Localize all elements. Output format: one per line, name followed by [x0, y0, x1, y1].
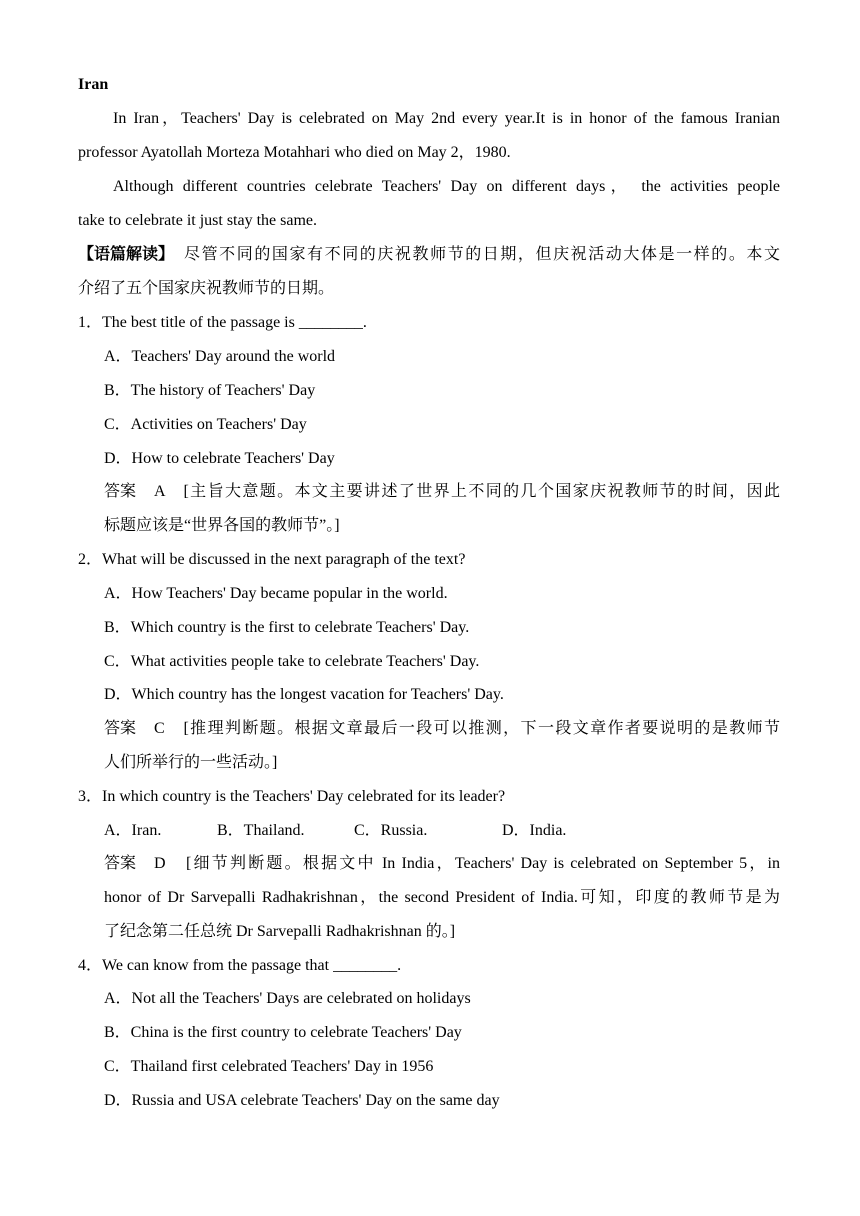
paragraph-1-line-1: In Iran，Teachers' Day is celebrated on May 2nd every year.It is in honor of the famous Iranian: [113, 110, 780, 127]
question-1-option-b: B．The history of Teachers' Day: [104, 382, 316, 399]
question-2-option-d: D．Which country has the longest vacation for Teachers' Day.: [104, 686, 504, 703]
question-4-option-a: A．Not all the Teachers' Days are celebrated on holidays: [104, 990, 471, 1007]
question-3-answer-line-1: [104, 854, 780, 874]
question-1-stem: 1．The best title of the passage is ________.: [78, 314, 367, 331]
question-1-option-d: D．How to celebrate Teachers' Day: [104, 450, 335, 467]
question-3-option-c: C．Russia.: [354, 822, 428, 839]
question-2-option-b: B．Which country is the first to celebrate Teachers' Day.: [104, 619, 470, 636]
question-3-option-b: B．Thailand.: [217, 822, 305, 839]
analysis-line-2: 介绍了五个国家庆祝教师节的日期。: [78, 280, 335, 297]
question-2-answer-line-1: [104, 719, 780, 739]
question-3-answer-text-1: D [细节判断题。根据文中 In India，Teachers' Day is celebrated on September 5，in: [154, 855, 780, 872]
question-3-option-a: A．Iran.: [104, 822, 162, 839]
question-4-option-d: D．Russia and USA celebrate Teachers' Day on the same day: [104, 1092, 500, 1109]
question-4-option-b: B．China is the first country to celebrate Teachers' Day: [104, 1024, 462, 1041]
question-4-option-c: C．Thailand first celebrated Teachers' Day in 1956: [104, 1058, 434, 1075]
question-1-option-a: A．Teachers' Day around the world: [104, 348, 336, 365]
paragraph-2-line-2: take to celebrate it just stay the same.: [78, 212, 318, 229]
question-3-option-d: D．India.: [502, 822, 567, 839]
paragraph-2-line-1: Although different countries celebrate Teachers' Day on different days， the activities people: [113, 178, 780, 195]
question-2-option-c: C．What activities people take to celebrate Teachers' Day.: [104, 653, 480, 670]
paragraph-1-line-2: professor Ayatollah Morteza Motahhari who died on May 2，1980.: [78, 144, 511, 161]
analysis-text-1: 尽管不同的国家有不同的庆祝教师节的日期，但庆祝活动大体是一样的。本文: [184, 246, 780, 263]
analysis-label: 【语篇解读】: [78, 246, 175, 263]
question-1-answer-line-1: [104, 482, 780, 502]
question-1-answer-line-2: 标题应该是“世界各国的教师节”。]: [104, 517, 340, 534]
question-2-answer-line-2: 人们所举行的一些活动。]: [104, 754, 278, 771]
question-2-answer-label: 答案: [104, 720, 137, 737]
question-3-answer-label: 答案: [104, 855, 137, 872]
question-2-option-a: A．How Teachers' Day became popular in the world.: [104, 585, 448, 602]
question-1-answer-label: 答案: [104, 483, 137, 500]
question-1-answer-text-1: A [主旨大意题。本文主要讲述了世界上不同的几个国家庆祝教师节的时间，因此: [154, 483, 780, 500]
question-3-stem: 3．In which country is the Teachers' Day celebrated for its leader?: [78, 788, 506, 805]
section-heading: Iran: [78, 76, 109, 93]
question-2-stem: 2．What will be discussed in the next paragraph of the text?: [78, 551, 466, 568]
question-1-option-c: C．Activities on Teachers' Day: [104, 416, 307, 433]
question-3-answer-line-2: honor of Dr Sarvepalli Radhakrishnan，the second President of India.可知，印度的教师节是为: [104, 889, 780, 906]
question-4-stem: 4．We can know from the passage that ________.: [78, 957, 402, 974]
analysis-line-1: [78, 245, 780, 265]
question-3-answer-line-3: 了纪念第二任总统 Dr Sarvepalli Radhakrishnan 的。]: [104, 923, 456, 940]
question-2-answer-text-1: C [推理判断题。根据文章最后一段可以推测，下一段文章作者要说明的是教师节: [154, 720, 780, 737]
